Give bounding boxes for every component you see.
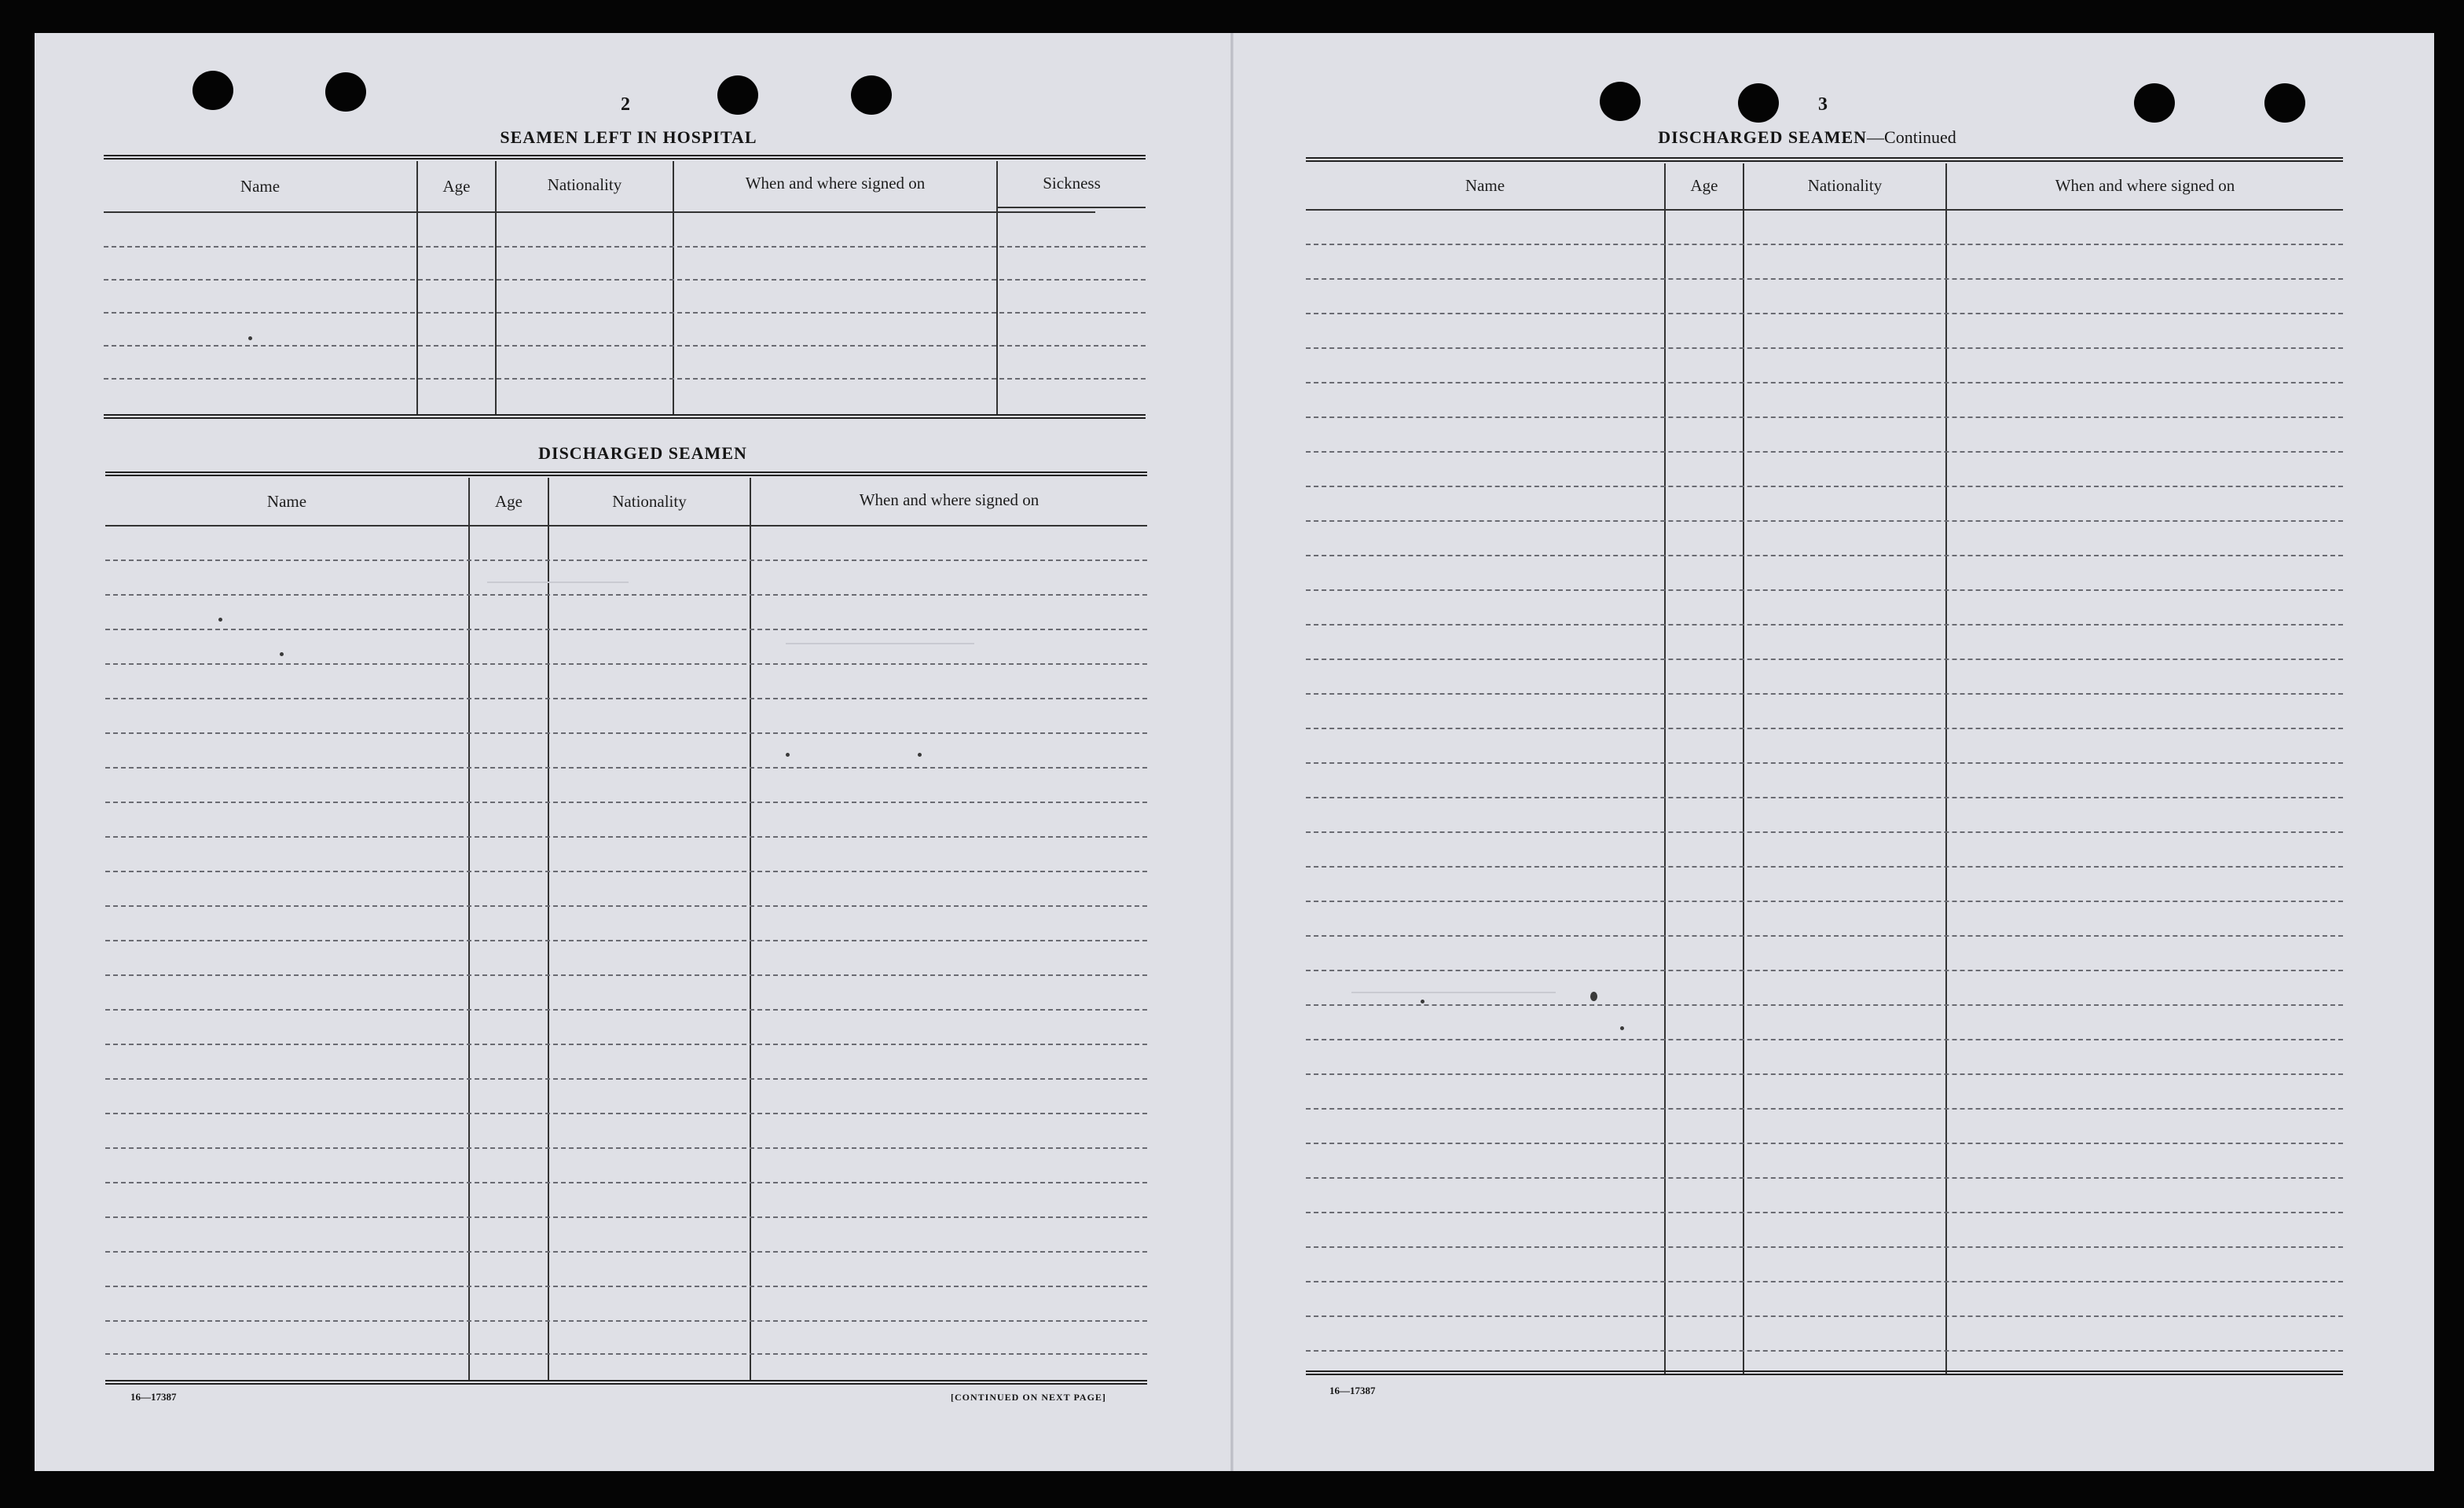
column-header-signed-on: When and where signed on [745,174,926,193]
punch-hole [1600,82,1641,121]
column-header-nationality: Nationality [547,175,622,194]
form-number: 16—17387 [130,1391,177,1403]
section-title-hospital: SEAMEN LEFT IN HOSPITAL [500,127,757,147]
show-through [786,643,974,644]
ink-speck [786,753,790,757]
column-header-age: Age [442,177,471,196]
discharged-continued-table [1306,157,2343,1380]
ink-speck [1590,992,1597,1001]
column-header-nationality: Nationality [612,492,687,511]
form-number: 16—17387 [1329,1385,1376,1396]
ink-speck [918,753,922,757]
column-header-age: Age [495,492,522,511]
column-header-name: Name [1465,176,1505,195]
punch-hole [717,75,758,115]
punch-hole [2134,83,2175,123]
section-title-suffix: —Continued [1867,127,1956,147]
page-fold [1230,33,1234,1471]
section-title-discharged-continued [1658,127,1956,148]
ink-speck [280,652,284,656]
page-number: 2 [621,94,630,115]
hospital-table [104,155,1146,422]
punch-hole [325,72,366,112]
ink-speck [1421,1000,1424,1003]
section-title-main: DISCHARGED SEAMEN [1658,127,1868,147]
ink-speck [1620,1026,1624,1030]
page-number: 3 [1818,94,1828,115]
column-header-sickness: Sickness [1043,174,1101,193]
column-header-signed-on: When and where signed on [859,490,1040,509]
column-header-name: Name [240,177,280,196]
ink-speck [248,336,252,340]
continued-note: [CONTINUED ON NEXT PAGE] [951,1392,1106,1403]
section-title-discharged: DISCHARGED SEAMEN [538,443,747,463]
ink-speck [218,618,222,622]
show-through [487,582,629,583]
punch-hole [2264,83,2305,123]
punch-hole [192,71,233,110]
punch-hole [851,75,892,115]
column-header-name: Name [266,492,307,511]
discharged-table [105,471,1147,1388]
show-through [1351,992,1556,993]
column-header-age: Age [1690,176,1718,195]
column-header-nationality: Nationality [1807,176,1883,195]
column-header-signed-on: When and where signed on [2055,176,2235,195]
punch-hole [1738,83,1779,123]
